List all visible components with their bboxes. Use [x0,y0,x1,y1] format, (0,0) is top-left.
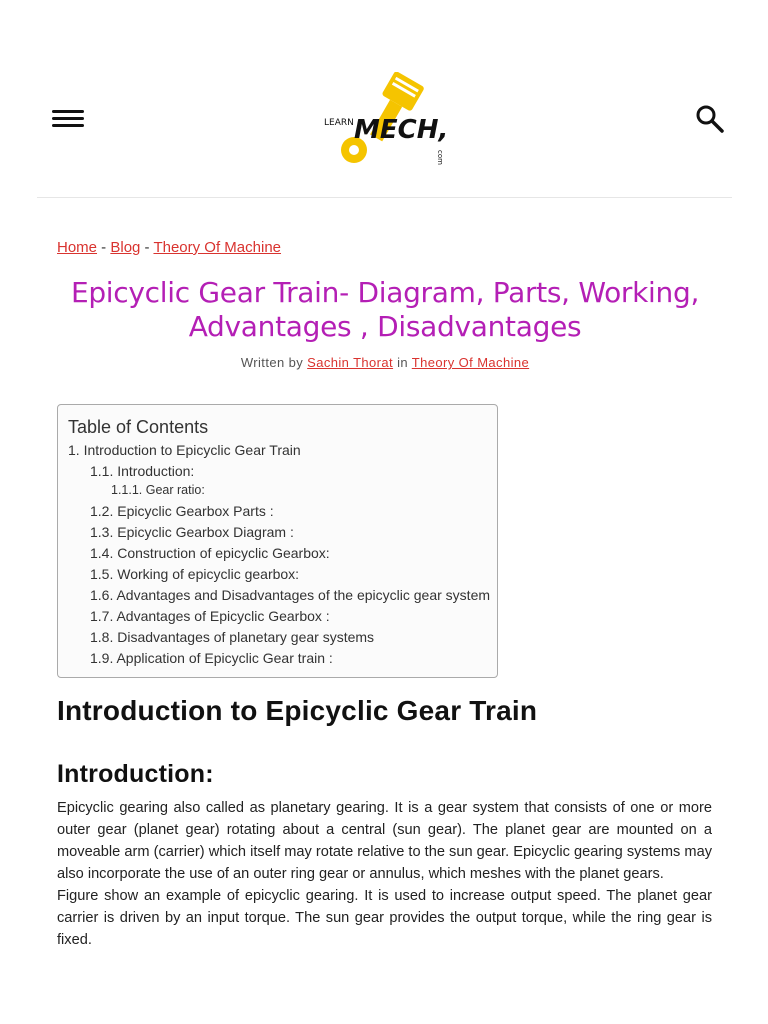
article-byline [0,355,768,370]
subsection-heading: Introduction: [57,760,214,788]
search-icon[interactable] [693,102,725,134]
body-paragraph: Epicyclic gearing also called as planetary gearing. It is a gear system that consists of one or more outer gear (planet gear) rotating about a central (sun gear). The planet gear are mounted on a moveable arm (carrier) which itself may rotate relative to the sun gear. Epicyclic gearing systems may also incorporate the use of an outer ring gear or annulus, which meshes with the planet gears. [57,800,712,882]
toc-item-construction[interactable]: 1.4. Construction of epicyclic Gearbox: [90,545,330,561]
breadcrumb-separator: - [140,239,154,256]
menu-bar [52,117,84,120]
toc-item-application[interactable]: 1.9. Application of Epicyclic Gear train : [90,650,333,666]
hamburger-menu-icon[interactable] [52,108,86,132]
toc-item-advantages[interactable]: 1.7. Advantages of Epicyclic Gearbox : [90,608,330,624]
toc-item-introduction[interactable]: 1.1. Introduction: [90,463,195,479]
section-heading: Introduction to Epicyclic Gear Train [57,695,538,726]
category-link[interactable]: Theory Of Machine [411,355,530,370]
table-of-contents [57,404,498,678]
body-paragraph: Figure show an example of epicyclic gearing. It is used to increase output speed. The planet gear carrier is driven by an input torque. The sun gear provides the output torque, while the ring gear is fixed. [57,888,712,948]
logo-com-text: com [436,150,444,165]
toc-item-introduction-to-epicyclic-gear-train[interactable]: 1. Introduction to Epicyclic Gear Train [68,442,301,458]
toc-item-disadvantages[interactable]: 1.8. Disadvantages of planetary gear systems [90,629,375,645]
toc-item-working[interactable]: 1.5. Working of epicyclic gearbox: [90,566,300,582]
byline-prefix: Written by [240,355,308,370]
toc-item-advantages-and-disadvantages[interactable]: 1.6. Advantages and Disadvantages of the epicyclic gear system [90,587,491,603]
author-link[interactable]: Sachin Thorat [307,355,394,370]
byline-mid: in [393,355,412,370]
page-title: Epicyclic Gear Train- Diagram, Parts, Working, Advantages , Disadvantages [70,276,700,343]
site-header [0,0,768,198]
logo-learn-text: LEARN [324,118,354,128]
toc-item-gearbox-diagram[interactable]: 1.3. Epicyclic Gearbox Diagram : [90,524,294,540]
breadcrumb [57,239,281,256]
toc-title: Table of Contents [68,417,209,437]
site-logo[interactable] [318,72,458,172]
toc-item-gearbox-parts[interactable]: 1.2. Epicyclic Gearbox Parts : [90,503,274,519]
logo-mech-text: MECH, [354,115,449,145]
breadcrumb-category-link[interactable]: Theory Of Machine [153,239,282,256]
toc-item-gear-ratio[interactable]: 1.1.1. Gear ratio: [111,483,205,497]
header-divider [37,197,732,198]
breadcrumb-home-link[interactable]: Home [57,239,98,256]
menu-bar [52,110,84,113]
article-body [57,797,712,951]
menu-bar [52,124,84,127]
breadcrumb-separator: - [97,239,111,256]
breadcrumb-blog-link[interactable]: Blog [110,239,141,256]
